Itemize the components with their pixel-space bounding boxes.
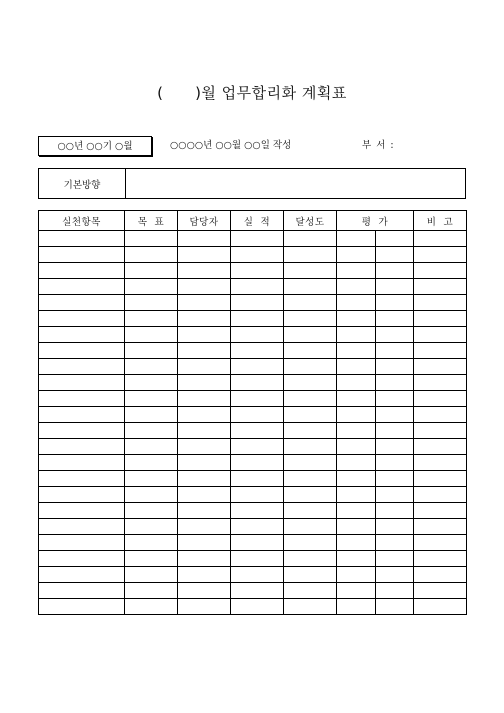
person-in-charge-cell[interactable] [178, 247, 231, 263]
practice-item-cell[interactable] [39, 439, 125, 455]
achievement-cell[interactable] [284, 231, 337, 247]
goal-cell[interactable] [125, 311, 178, 327]
achievement-cell[interactable] [284, 583, 337, 599]
result-cell[interactable] [231, 567, 284, 583]
remarks-cell[interactable] [414, 375, 467, 391]
table-row [39, 247, 467, 263]
remarks-cell[interactable] [414, 423, 467, 439]
remarks-cell[interactable] [414, 343, 467, 359]
evaluation-cell-a[interactable] [337, 439, 376, 455]
achievement-cell[interactable] [284, 503, 337, 519]
achievement-cell[interactable] [284, 247, 337, 263]
evaluation-cell-b[interactable] [376, 599, 414, 615]
evaluation-cell-a[interactable] [337, 295, 376, 311]
achievement-cell[interactable] [284, 359, 337, 375]
goal-cell[interactable] [125, 343, 178, 359]
practice-item-cell[interactable] [39, 359, 125, 375]
person-in-charge-cell[interactable] [178, 295, 231, 311]
goal-cell[interactable] [125, 263, 178, 279]
achievement-cell[interactable] [284, 343, 337, 359]
table-row [39, 439, 467, 455]
practice-item-cell[interactable] [39, 295, 125, 311]
evaluation-cell-b[interactable] [376, 519, 414, 535]
result-cell[interactable] [231, 295, 284, 311]
table-row [39, 391, 467, 407]
evaluation-cell-b[interactable] [376, 455, 414, 471]
practice-item-cell[interactable] [39, 567, 125, 583]
evaluation-cell-b[interactable] [376, 231, 414, 247]
person-in-charge-cell[interactable] [178, 391, 231, 407]
goal-cell[interactable] [125, 567, 178, 583]
evaluation-cell-a[interactable] [337, 279, 376, 295]
practice-item-cell[interactable] [39, 551, 125, 567]
table-row [39, 551, 467, 567]
practice-item-cell[interactable] [39, 535, 125, 551]
result-cell[interactable] [231, 519, 284, 535]
goal-cell[interactable] [125, 503, 178, 519]
goal-cell[interactable] [125, 583, 178, 599]
achievement-cell[interactable] [284, 455, 337, 471]
achievement-cell[interactable] [284, 535, 337, 551]
header-evaluation: 평 가 [337, 211, 414, 231]
achievement-cell[interactable] [284, 375, 337, 391]
goal-cell[interactable] [125, 535, 178, 551]
goal-cell[interactable] [125, 471, 178, 487]
department-label: 부 서 : [362, 140, 395, 151]
written-date: ○○○○년 ○○월 ○○일 작성 [170, 140, 292, 151]
achievement-cell[interactable] [284, 327, 337, 343]
practice-item-cell[interactable] [39, 247, 125, 263]
evaluation-cell-a[interactable] [337, 407, 376, 423]
table-row [39, 359, 467, 375]
remarks-cell[interactable] [414, 567, 467, 583]
table-row [39, 407, 467, 423]
result-cell[interactable] [231, 311, 284, 327]
result-cell[interactable] [231, 263, 284, 279]
person-in-charge-cell[interactable] [178, 471, 231, 487]
goal-cell[interactable] [125, 551, 178, 567]
practice-item-cell[interactable] [39, 263, 125, 279]
achievement-cell[interactable] [284, 599, 337, 615]
achievement-cell[interactable] [284, 279, 337, 295]
achievement-cell[interactable] [284, 295, 337, 311]
person-in-charge-cell[interactable] [178, 503, 231, 519]
evaluation-cell-b[interactable] [376, 327, 414, 343]
practice-item-cell[interactable] [39, 279, 125, 295]
evaluation-cell-a[interactable] [337, 311, 376, 327]
remarks-cell[interactable] [414, 279, 467, 295]
table-row [39, 455, 467, 471]
result-cell[interactable] [231, 535, 284, 551]
evaluation-cell-a[interactable] [337, 455, 376, 471]
evaluation-cell-a[interactable] [337, 391, 376, 407]
person-in-charge-cell[interactable] [178, 359, 231, 375]
result-cell[interactable] [231, 471, 284, 487]
goal-cell[interactable] [125, 423, 178, 439]
remarks-cell[interactable] [414, 391, 467, 407]
practice-item-cell[interactable] [39, 503, 125, 519]
person-in-charge-cell[interactable] [178, 279, 231, 295]
header-result: 실 적 [231, 211, 284, 231]
header-remarks: 비 고 [414, 211, 467, 231]
remarks-cell[interactable] [414, 439, 467, 455]
header-goal: 목 표 [125, 211, 178, 231]
practice-item-cell[interactable] [39, 375, 125, 391]
page-title: ( )월 업무합리화 계획표 [157, 84, 347, 102]
person-in-charge-cell[interactable] [178, 583, 231, 599]
achievement-cell[interactable] [284, 407, 337, 423]
practice-item-cell[interactable] [39, 343, 125, 359]
achievement-cell[interactable] [284, 423, 337, 439]
basic-direction-label: 기본방향 [39, 169, 126, 198]
table-row [39, 423, 467, 439]
result-cell[interactable] [231, 391, 284, 407]
remarks-cell[interactable] [414, 231, 467, 247]
result-cell[interactable] [231, 455, 284, 471]
evaluation-cell-b[interactable] [376, 375, 414, 391]
remarks-cell[interactable] [414, 407, 467, 423]
evaluation-cell-b[interactable] [376, 407, 414, 423]
table-row [39, 599, 467, 615]
evaluation-cell-b[interactable] [376, 487, 414, 503]
practice-item-cell[interactable] [39, 311, 125, 327]
achievement-cell[interactable] [284, 551, 337, 567]
achievement-cell[interactable] [284, 311, 337, 327]
result-cell[interactable] [231, 327, 284, 343]
evaluation-cell-a[interactable] [337, 231, 376, 247]
table-row [39, 375, 467, 391]
result-cell[interactable] [231, 279, 284, 295]
remarks-cell[interactable] [414, 487, 467, 503]
remarks-cell[interactable] [414, 455, 467, 471]
table-row [39, 343, 467, 359]
header-person-in-charge: 담당자 [178, 211, 231, 231]
result-cell[interactable] [231, 247, 284, 263]
evaluation-cell-b[interactable] [376, 551, 414, 567]
result-cell[interactable] [231, 407, 284, 423]
person-in-charge-cell[interactable] [178, 599, 231, 615]
result-cell[interactable] [231, 375, 284, 391]
evaluation-cell-a[interactable] [337, 567, 376, 583]
result-cell[interactable] [231, 231, 284, 247]
evaluation-cell-b[interactable] [376, 423, 414, 439]
table-row [39, 535, 467, 551]
evaluation-cell-a[interactable] [337, 535, 376, 551]
practice-item-cell[interactable] [39, 423, 125, 439]
practice-item-cell[interactable] [39, 327, 125, 343]
goal-cell[interactable] [125, 487, 178, 503]
result-cell[interactable] [231, 551, 284, 567]
evaluation-cell-b[interactable] [376, 343, 414, 359]
evaluation-cell-a[interactable] [337, 551, 376, 567]
goal-cell[interactable] [125, 375, 178, 391]
evaluation-cell-b[interactable] [376, 247, 414, 263]
practice-item-cell[interactable] [39, 599, 125, 615]
remarks-cell[interactable] [414, 295, 467, 311]
person-in-charge-cell[interactable] [178, 551, 231, 567]
evaluation-cell-a[interactable] [337, 343, 376, 359]
achievement-cell[interactable] [284, 487, 337, 503]
table-row [39, 279, 467, 295]
person-in-charge-cell[interactable] [178, 567, 231, 583]
person-in-charge-cell[interactable] [178, 407, 231, 423]
person-in-charge-cell[interactable] [178, 487, 231, 503]
goal-cell[interactable] [125, 391, 178, 407]
evaluation-cell-a[interactable] [337, 359, 376, 375]
practice-item-cell[interactable] [39, 407, 125, 423]
evaluation-cell-b[interactable] [376, 391, 414, 407]
evaluation-cell-a[interactable] [337, 375, 376, 391]
goal-cell[interactable] [125, 455, 178, 471]
evaluation-cell-a[interactable] [337, 519, 376, 535]
achievement-cell[interactable] [284, 263, 337, 279]
evaluation-cell-b[interactable] [376, 471, 414, 487]
goal-cell[interactable] [125, 519, 178, 535]
evaluation-cell-a[interactable] [337, 471, 376, 487]
practice-item-cell[interactable] [39, 391, 125, 407]
goal-cell[interactable] [125, 327, 178, 343]
remarks-cell[interactable] [414, 535, 467, 551]
evaluation-cell-a[interactable] [337, 583, 376, 599]
period-box: ○○년 ○○기 ○월 [38, 136, 152, 156]
remarks-cell[interactable] [414, 247, 467, 263]
remarks-cell[interactable] [414, 599, 467, 615]
remarks-cell[interactable] [414, 583, 467, 599]
evaluation-cell-b[interactable] [376, 295, 414, 311]
result-cell[interactable] [231, 503, 284, 519]
person-in-charge-cell[interactable] [178, 423, 231, 439]
practice-item-cell[interactable] [39, 487, 125, 503]
table-header-row [39, 211, 467, 231]
evaluation-cell-a[interactable] [337, 247, 376, 263]
basic-direction-field[interactable] [126, 169, 465, 198]
table-row [39, 503, 467, 519]
result-cell[interactable] [231, 583, 284, 599]
evaluation-cell-b[interactable] [376, 311, 414, 327]
header-achievement: 달성도 [284, 211, 337, 231]
table-row [39, 263, 467, 279]
achievement-cell[interactable] [284, 519, 337, 535]
goal-cell[interactable] [125, 599, 178, 615]
evaluation-cell-a[interactable] [337, 263, 376, 279]
result-cell[interactable] [231, 487, 284, 503]
result-cell[interactable] [231, 423, 284, 439]
result-cell[interactable] [231, 599, 284, 615]
person-in-charge-cell[interactable] [178, 311, 231, 327]
practice-item-cell[interactable] [39, 519, 125, 535]
evaluation-cell-b[interactable] [376, 359, 414, 375]
table-row [39, 583, 467, 599]
practice-item-cell[interactable] [39, 471, 125, 487]
evaluation-cell-b[interactable] [376, 535, 414, 551]
result-cell[interactable] [231, 439, 284, 455]
goal-cell[interactable] [125, 295, 178, 311]
remarks-cell[interactable] [414, 263, 467, 279]
practice-item-cell[interactable] [39, 455, 125, 471]
remarks-cell[interactable] [414, 327, 467, 343]
achievement-cell[interactable] [284, 391, 337, 407]
remarks-cell[interactable] [414, 519, 467, 535]
table-row [39, 311, 467, 327]
evaluation-cell-b[interactable] [376, 439, 414, 455]
remarks-cell[interactable] [414, 311, 467, 327]
evaluation-cell-b[interactable] [376, 279, 414, 295]
table-row [39, 231, 467, 247]
basic-direction-row [38, 168, 466, 199]
evaluation-cell-a[interactable] [337, 599, 376, 615]
evaluation-cell-b[interactable] [376, 503, 414, 519]
table-row [39, 471, 467, 487]
table-row [39, 567, 467, 583]
evaluation-cell-b[interactable] [376, 583, 414, 599]
result-cell[interactable] [231, 359, 284, 375]
person-in-charge-cell[interactable] [178, 263, 231, 279]
achievement-cell[interactable] [284, 567, 337, 583]
person-in-charge-cell[interactable] [178, 231, 231, 247]
evaluation-cell-b[interactable] [376, 567, 414, 583]
person-in-charge-cell[interactable] [178, 375, 231, 391]
person-in-charge-cell[interactable] [178, 327, 231, 343]
evaluation-cell-a[interactable] [337, 423, 376, 439]
person-in-charge-cell[interactable] [178, 535, 231, 551]
achievement-cell[interactable] [284, 471, 337, 487]
person-in-charge-cell[interactable] [178, 455, 231, 471]
evaluation-cell-a[interactable] [337, 487, 376, 503]
table-row [39, 295, 467, 311]
person-in-charge-cell[interactable] [178, 519, 231, 535]
goal-cell[interactable] [125, 247, 178, 263]
goal-cell[interactable] [125, 279, 178, 295]
table-row [39, 519, 467, 535]
person-in-charge-cell[interactable] [178, 439, 231, 455]
goal-cell[interactable] [125, 439, 178, 455]
evaluation-cell-a[interactable] [337, 503, 376, 519]
remarks-cell[interactable] [414, 551, 467, 567]
practice-item-cell[interactable] [39, 583, 125, 599]
table-row [39, 327, 467, 343]
plan-table [38, 210, 467, 615]
table-row [39, 487, 467, 503]
header-practice-item: 실천항목 [39, 211, 125, 231]
result-cell[interactable] [231, 343, 284, 359]
goal-cell[interactable] [125, 359, 178, 375]
achievement-cell[interactable] [284, 439, 337, 455]
remarks-cell[interactable] [414, 471, 467, 487]
remarks-cell[interactable] [414, 503, 467, 519]
goal-cell[interactable] [125, 231, 178, 247]
person-in-charge-cell[interactable] [178, 343, 231, 359]
practice-item-cell[interactable] [39, 231, 125, 247]
remarks-cell[interactable] [414, 359, 467, 375]
evaluation-cell-b[interactable] [376, 263, 414, 279]
goal-cell[interactable] [125, 407, 178, 423]
evaluation-cell-a[interactable] [337, 327, 376, 343]
